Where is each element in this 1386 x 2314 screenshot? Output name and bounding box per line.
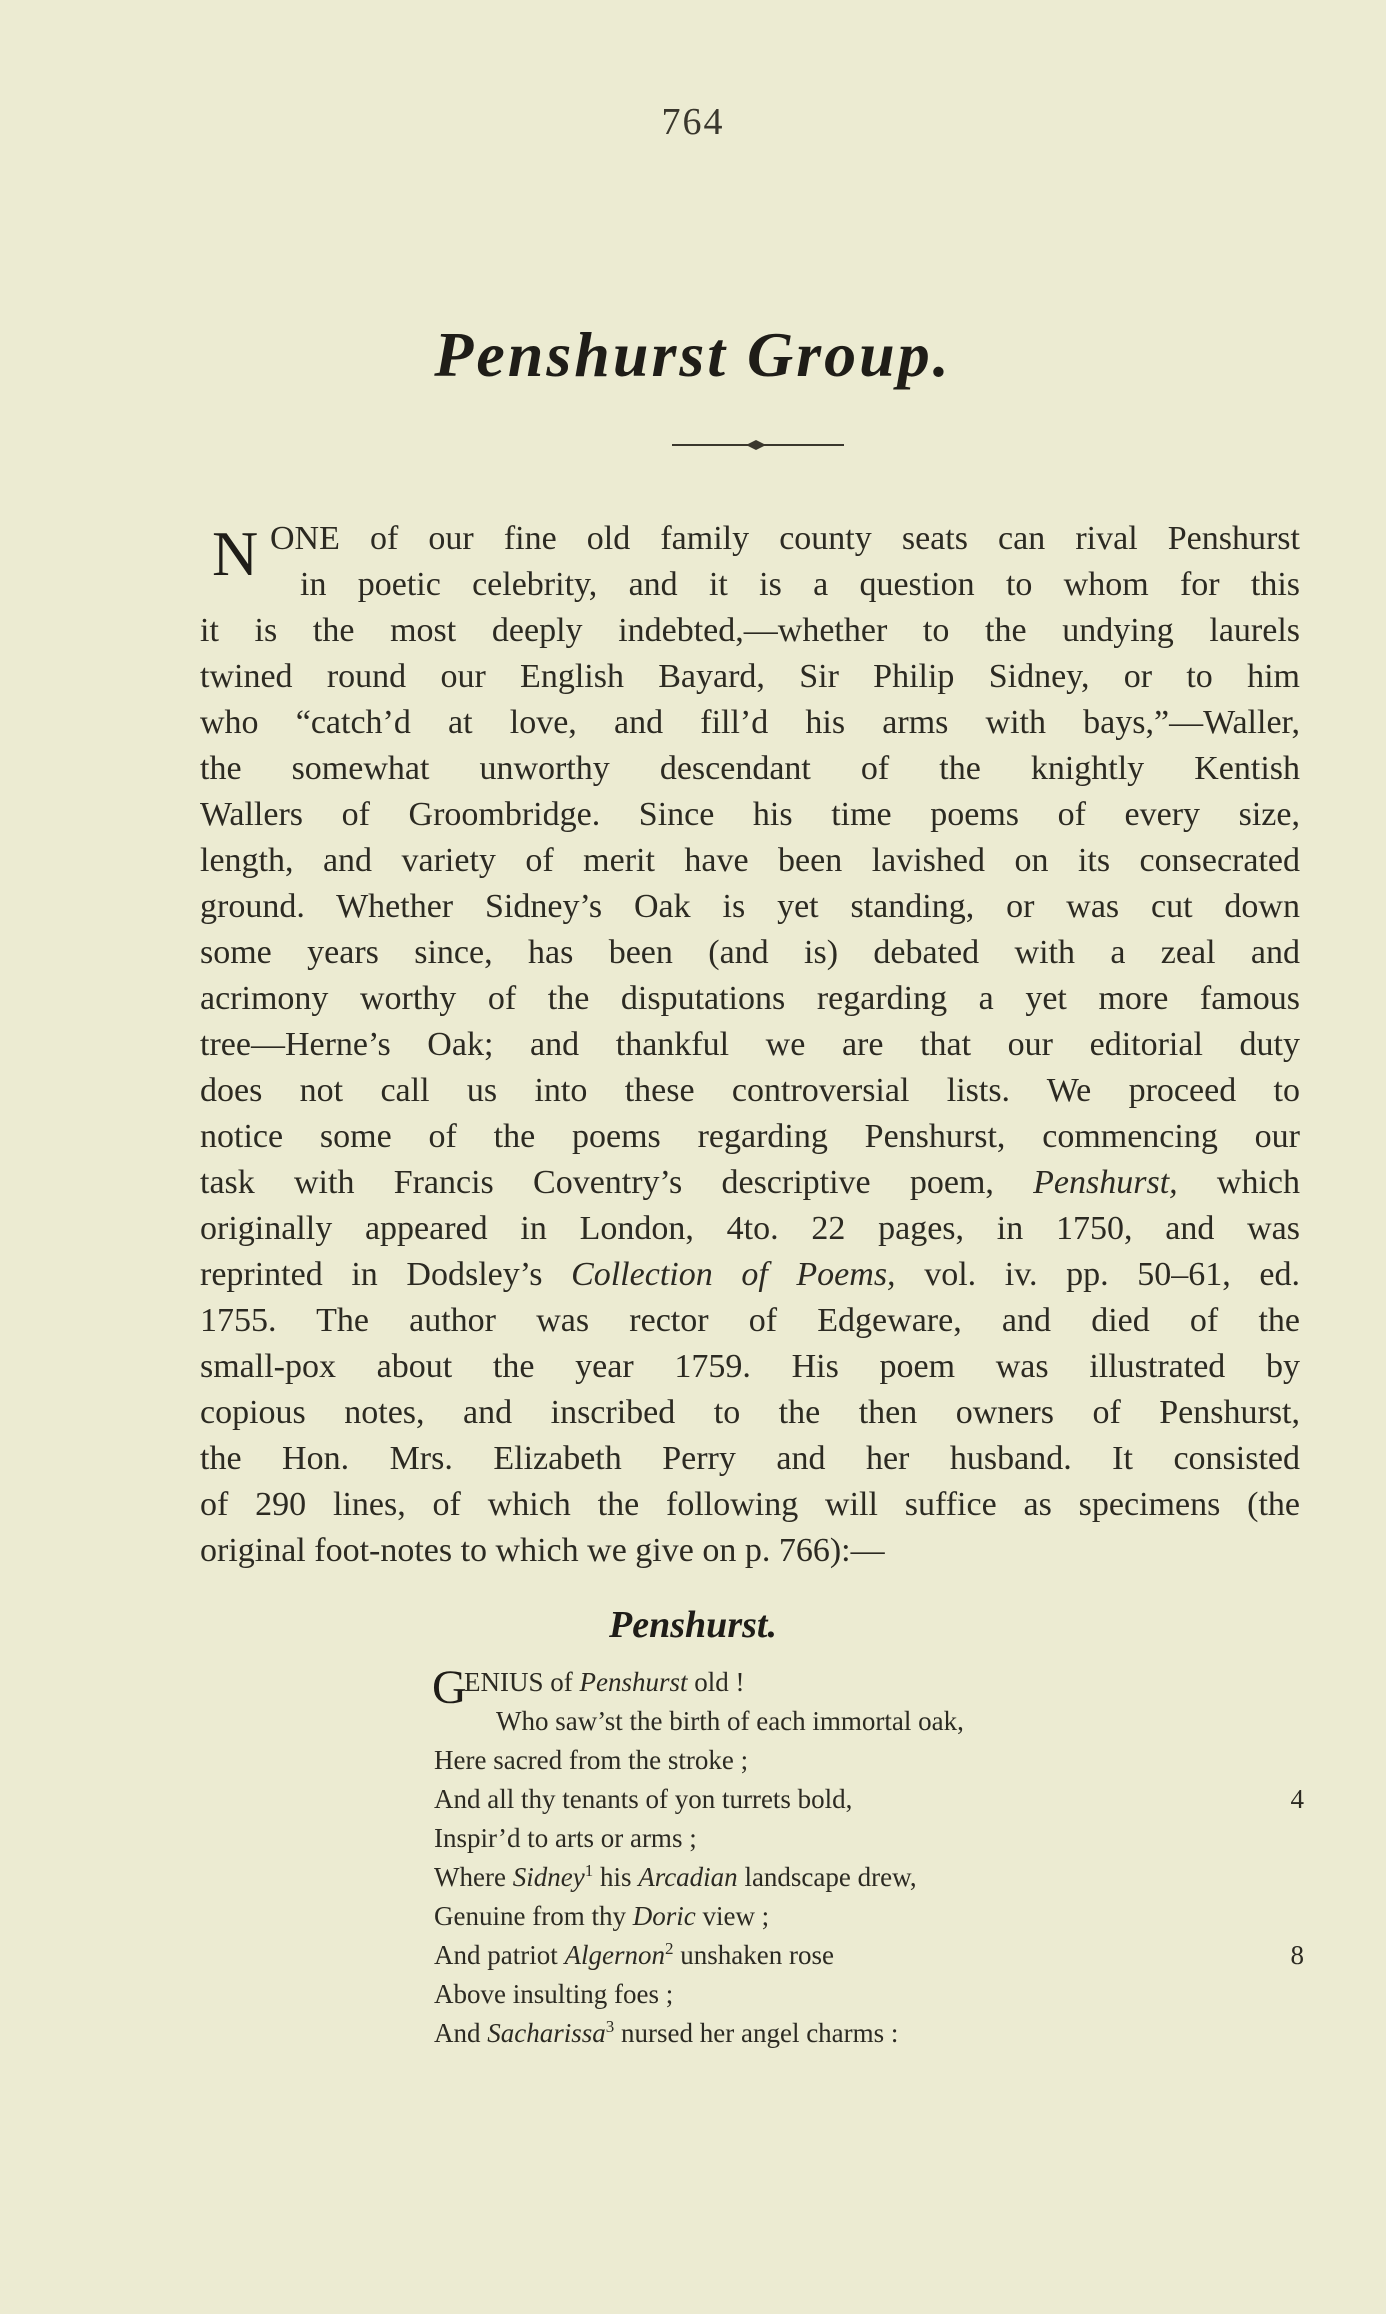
poem-line [434, 1936, 1304, 1975]
text-run: his [593, 1862, 639, 1892]
prose-line: of 290 lines, of which the following will suffice as specimens (the [200, 1486, 1300, 1523]
poem-stanza [434, 1663, 1304, 2053]
text-run: old ! [687, 1667, 745, 1697]
text-run: Where [434, 1862, 513, 1892]
text-run: And all thy tenants of yon turrets bold, [434, 1784, 853, 1814]
drop-cap: N [212, 518, 259, 589]
poem-line: Here sacred from the stroke ; [434, 1745, 749, 1775]
poem-title: Penshurst. [609, 1604, 777, 1646]
prose-line: acrimony worthy of the disputations regarding a yet more famous [200, 980, 1300, 1017]
prose-line: copious notes, and inscribed to the then owners of Penshurst, [200, 1394, 1300, 1431]
prose-line: the somewhat unworthy descendant of the knightly Kentish [200, 750, 1300, 787]
footnote-marker: 1 [584, 1861, 594, 1880]
italic-text: Algernon [564, 1940, 665, 1970]
prose-paragraph [200, 516, 1300, 1574]
prose-line: it is the most deeply indebted,—whether to the undying laurels [200, 612, 1300, 649]
page-number: 764 [661, 101, 725, 143]
text-run: Genuine from thy [434, 1901, 633, 1931]
prose-line: small-pox about the year 1759. His poem was illustrated by [200, 1348, 1300, 1385]
footnote-marker: 3 [605, 2017, 615, 2036]
text-run: task with Francis Coventry’s descriptive poem, [200, 1164, 1034, 1201]
poem-line: Inspir’d to arts or arms ; [434, 1823, 697, 1853]
prose-line: length, and variety of merit have been lavished on its consecrated [200, 842, 1300, 879]
prose-line: tree—Herne’s Oak; and thankful we are that our editorial duty [200, 1026, 1300, 1063]
section-title: Penshurst Group. [434, 319, 952, 390]
text-run: which [1177, 1164, 1300, 1201]
prose-line: original foot-notes to which we give on p. 766):— [200, 1532, 885, 1569]
poem-line [434, 1858, 1304, 1897]
text-run: And patriot [434, 1940, 565, 1970]
text-run: unshaken rose [673, 1940, 834, 1970]
italic-text: Sacharissa [487, 2018, 606, 2048]
text-run: nursed her angel charms : [614, 2018, 899, 2048]
prose-line: the Hon. Mrs. Elizabeth Perry and her husband. It consisted [200, 1440, 1300, 1477]
book-title: Penshurst, [1033, 1164, 1178, 1201]
poem-line [434, 1663, 1304, 1702]
poem-drop-cap: G [432, 1661, 467, 1714]
line-number: 8 [1290, 1940, 1304, 1970]
text-run: ENIUS of [464, 1667, 580, 1697]
prose-line: twined round our English Bayard, Sir Philip Sidney, or to him [200, 658, 1300, 695]
text-run: view ; [695, 1901, 770, 1931]
title-ornament-icon [672, 438, 844, 452]
text-run: landscape drew, [737, 1862, 917, 1892]
italic-text: Arcadian [638, 1862, 738, 1892]
italic-text: Sidney [512, 1862, 585, 1892]
poem-line [434, 1780, 1304, 1819]
text-run: reprinted in Dodsley’s [200, 1256, 572, 1293]
prose-line: notice some of the poems regarding Penshurst, commencing our [200, 1118, 1300, 1155]
prose-line: 1755. The author was rector of Edgeware, and died of the [200, 1302, 1300, 1339]
prose-line: Wallers of Groombridge. Since his time poems of every size, [200, 796, 1300, 833]
prose-line: who “catch’d at love, and fill’d his arms with bays,”—Waller, [200, 704, 1300, 741]
prose-line [200, 1160, 1300, 1206]
prose-line: originally appeared in London, 4to. 22 pages, in 1750, and was [200, 1210, 1300, 1247]
prose-line: some years since, has been (and is) debated with a zeal and [200, 934, 1300, 971]
italic-text: Penshurst [579, 1667, 688, 1697]
poem-line [434, 1897, 1304, 1936]
prose-line: ground. Whether Sidney’s Oak is yet standing, or was cut down [200, 888, 1300, 925]
italic-text: Doric [632, 1901, 696, 1931]
prose-line: ONE of our fine old family county seats can rival Penshurst [270, 520, 1300, 557]
prose-line: does not call us into these controversial lists. We proceed to [200, 1072, 1300, 1109]
poem-line: Above insulting foes ; [434, 1979, 674, 2009]
footnote-marker: 2 [664, 1939, 674, 1958]
text-run: vol. iv. pp. 50–61, ed. [895, 1256, 1300, 1293]
poem-line: Who saw’st the birth of each immortal oak, [496, 1706, 964, 1736]
text-run: And [434, 2018, 488, 2048]
prose-line [200, 1252, 1300, 1298]
prose-line: in poetic celebrity, and it is a question to whom for this [300, 566, 1300, 603]
line-number: 4 [1290, 1784, 1304, 1814]
book-title: Collection of Poems, [571, 1256, 896, 1293]
poem-line [434, 2014, 1304, 2053]
